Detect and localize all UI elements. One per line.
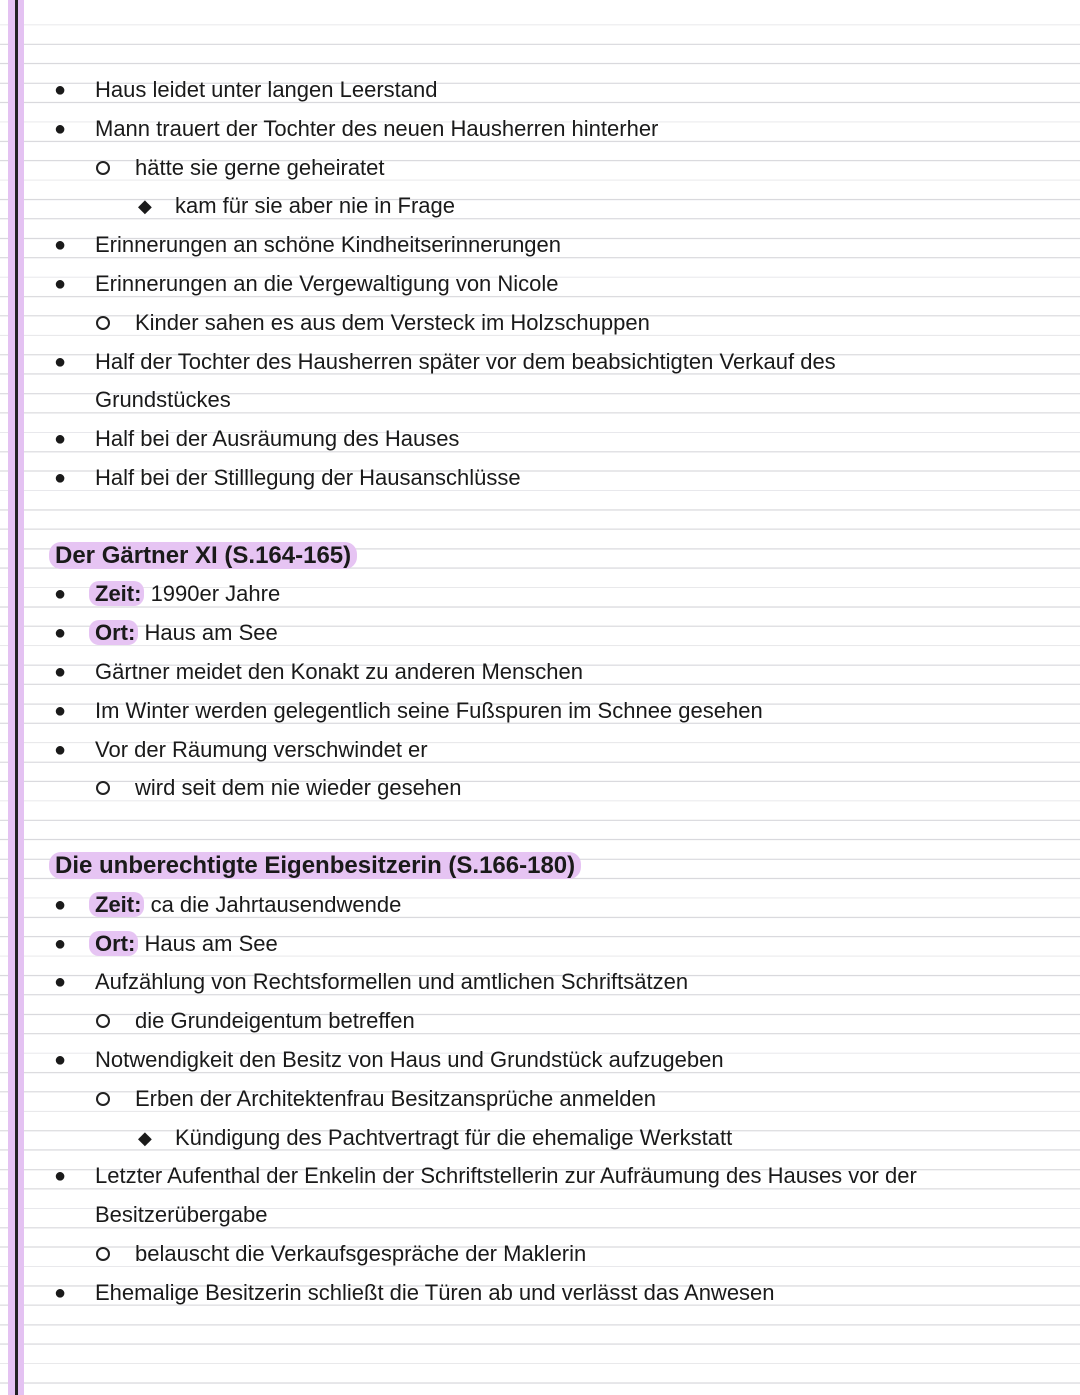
item-text <box>55 847 581 886</box>
item-value: Gärtner meidet den Konakt zu anderen Menschen <box>95 658 583 684</box>
list-item <box>0 769 1080 808</box>
item-value: Vor der Räumung verschwindet er <box>95 736 428 762</box>
list-item <box>0 187 1080 226</box>
list-item <box>0 1002 1080 1041</box>
section-heading <box>0 537 1080 576</box>
section-heading <box>0 847 1080 886</box>
list-item <box>0 381 1080 420</box>
item-value: Erinnerungen an schöne Kindheitserinnerungen <box>95 232 562 258</box>
bullet-icon: ● <box>54 1165 67 1188</box>
list-item <box>0 1080 1080 1119</box>
list-item <box>0 110 1080 149</box>
bullet-icon: ● <box>54 428 67 451</box>
item-value: belauscht die Verkaufsgespräche der Maklerin <box>135 1240 587 1266</box>
item-value: Erben der Architektenfrau Besitzansprüche anmelden <box>135 1085 656 1111</box>
blank-line <box>0 498 1080 537</box>
list-item <box>0 1274 1080 1313</box>
circle-bullet-icon <box>96 161 110 175</box>
heading-text: Der Gärtner XI (S.164-165) <box>49 542 357 569</box>
item-value: Mann trauert der Tochter des neuen Hausherren hinterher <box>95 115 659 141</box>
list-item <box>0 459 1080 498</box>
item-text <box>135 1080 656 1119</box>
bullet-icon: ● <box>54 466 67 489</box>
bullet-icon: ● <box>54 893 67 916</box>
item-text <box>95 265 559 304</box>
item-value: Besitzerübergabe <box>95 1202 268 1228</box>
item-value: Half der Tochter des Hausherren später vor dem beabsichtigten Verkauf des <box>95 348 836 374</box>
item-label: Zeit: <box>89 581 144 606</box>
item-text <box>95 614 278 653</box>
item-value: Grundstückes <box>95 387 231 413</box>
list-item <box>0 1041 1080 1080</box>
list-item <box>0 653 1080 692</box>
item-text <box>55 537 357 576</box>
item-text <box>95 925 278 964</box>
blank-line <box>0 808 1080 847</box>
item-value: Notwendigkeit den Besitz von Haus und Grundstück aufzugeben <box>95 1046 724 1072</box>
bullet-icon: ● <box>54 971 67 994</box>
notes-content <box>0 71 1080 1313</box>
item-text <box>95 731 428 770</box>
circle-bullet-icon <box>96 316 110 330</box>
bullet-icon: ● <box>54 117 67 140</box>
item-value: Half bei der Stilllegung der Hausanschlüsse <box>95 464 521 490</box>
item-value: ca die Jahrtausendwende <box>144 891 402 917</box>
item-text <box>135 1235 586 1274</box>
list-item <box>0 1235 1080 1274</box>
bullet-icon: ● <box>54 234 67 257</box>
diamond-bullet-icon: ◆ <box>138 196 152 217</box>
item-value: Kündigung des Pachtvertragt für die ehemalige Werkstatt <box>175 1124 733 1150</box>
item-value: Haus am See <box>138 620 278 646</box>
item-value: Ehemalige Besitzerin schließt die Türen ab und verlässt das Anwesen <box>95 1279 775 1305</box>
item-value: hätte sie gerne geheiratet <box>135 154 385 180</box>
item-text <box>95 1196 267 1235</box>
list-item <box>0 265 1080 304</box>
bullet-icon: ● <box>54 622 67 645</box>
item-value: Letzter Aufenthal der Enkelin der Schriftstellerin zur Aufräumung des Hauses vor der <box>95 1163 917 1189</box>
item-value: 1990er Jahre <box>144 581 281 607</box>
list-item <box>0 71 1080 110</box>
item-value: Erinnerungen an die Vergewaltigung von Nicole <box>95 270 559 296</box>
item-text <box>95 1274 775 1313</box>
item-value: Kinder sahen es aus dem Versteck im Holzschuppen <box>135 309 650 335</box>
bullet-icon: ● <box>54 350 67 373</box>
bullet-icon: ● <box>54 79 67 101</box>
circle-bullet-icon <box>96 1247 110 1261</box>
list-item <box>0 731 1080 770</box>
item-text <box>135 769 462 808</box>
bullet-icon: ● <box>54 660 67 683</box>
list-item <box>0 343 1080 382</box>
bullet-icon: ● <box>54 738 67 761</box>
list-item <box>0 575 1080 614</box>
item-text <box>135 1002 415 1041</box>
item-text <box>95 653 583 692</box>
diamond-bullet-icon: ◆ <box>138 1127 152 1148</box>
item-text <box>95 963 688 1002</box>
item-text <box>95 226 561 265</box>
list-item <box>0 226 1080 265</box>
item-label: Zeit: <box>89 892 144 917</box>
list-item <box>0 1119 1080 1158</box>
heading-text: Die unberechtigte Eigenbesitzerin (S.166-180) <box>49 852 581 879</box>
list-item <box>0 963 1080 1002</box>
item-value: die Grundeigentum betreffen <box>135 1008 415 1034</box>
item-text <box>95 110 658 149</box>
list-item <box>0 149 1080 188</box>
bullet-icon: ● <box>54 1048 67 1071</box>
item-text <box>95 1041 724 1080</box>
item-text <box>135 149 385 188</box>
item-text <box>95 692 763 731</box>
item-text <box>95 1157 917 1196</box>
item-text <box>95 343 836 382</box>
item-value: kam für sie aber nie in Frage <box>175 193 456 219</box>
item-text <box>95 886 401 925</box>
bullet-icon: ● <box>54 272 67 295</box>
item-text <box>135 304 650 343</box>
list-item <box>0 614 1080 653</box>
item-text <box>95 71 437 110</box>
circle-bullet-icon <box>96 1092 110 1106</box>
list-item <box>0 886 1080 925</box>
item-value: Haus am See <box>138 930 278 956</box>
item-label: Ort: <box>89 620 138 645</box>
item-text <box>95 420 459 459</box>
item-text <box>175 187 455 226</box>
item-value: Aufzählung von Rechtsformellen und amtlichen Schriftsätzen <box>95 969 689 995</box>
circle-bullet-icon <box>96 1014 110 1028</box>
list-item <box>0 1196 1080 1235</box>
item-value: wird seit dem nie wieder gesehen <box>135 775 462 801</box>
item-value: Half bei der Ausräumung des Hauses <box>95 426 460 452</box>
bullet-icon: ● <box>54 583 67 606</box>
list-item <box>0 925 1080 964</box>
bullet-icon: ● <box>54 932 67 955</box>
item-text <box>175 1119 732 1158</box>
item-text <box>95 575 280 614</box>
list-item <box>0 1157 1080 1196</box>
circle-bullet-icon <box>96 781 110 795</box>
list-item <box>0 420 1080 459</box>
item-label: Ort: <box>89 931 138 956</box>
bullet-icon: ● <box>54 1281 67 1304</box>
item-text <box>95 381 231 420</box>
item-value: Im Winter werden gelegentlich seine Fußspuren im Schnee gesehen <box>95 697 763 723</box>
item-text <box>95 459 521 498</box>
list-item <box>0 692 1080 731</box>
bullet-icon: ● <box>54 699 67 722</box>
list-item <box>0 304 1080 343</box>
item-value: Haus leidet unter langen Leerstand <box>95 77 438 102</box>
